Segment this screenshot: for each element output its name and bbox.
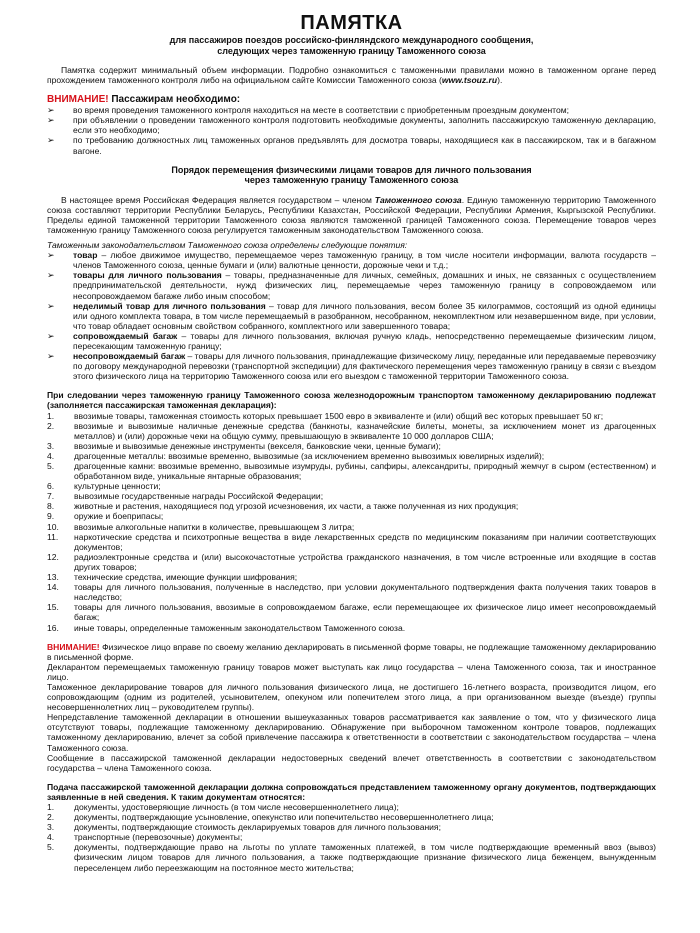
declaration-item-text: радиоэлектронные средства и (или) высокочастотные устройства гражданского назначения, в том числе встроенные или входящие в состав других товаров; [74, 551, 656, 572]
rule-text: по требованию должностных лиц таможенных органов предъявлять для досмотра товары, находящиеся как в пассажирском, так и в багажном вагоне. [73, 135, 656, 156]
rule-item [47, 105, 656, 115]
declaration-item [47, 602, 656, 622]
definition-term: товар [73, 250, 98, 261]
intro-text: Памятка содержит минимальный объем информации. Подробно ознакомиться с таможенными правилами можно в таможенном органе перед прохождением таможенного контроля либо на официальном сайте Комиссии Таможенного союза ( [47, 65, 656, 86]
document-item [47, 802, 656, 812]
item-number: 16. [47, 622, 59, 633]
item-number: 1. [47, 410, 55, 421]
attention-paragraph-text: Непредставление таможенной декларации в отношении вышеуказанных товаров рассматривается как заявление о том, что у физического лица отсутствуют товары, подлежащие таможенному декларированию. Обнаружение при выборочном таможенном контроле товаров, подлежащих таможенному декларированию, влечет за собой привлечение пассажира к ответственности в соответствии с законодательством государства – члена Таможенного союза. [47, 712, 656, 753]
declaration-item-text: драгоценные камни: ввозимые временно, вывозимые изумруды, рубины, сапфиры, александриты, природный жемчуг в сыром (естественном) и обработанном виде, уникальные янтарные образования; [74, 461, 656, 482]
attention-paragraph [47, 662, 656, 682]
declaration-item-text: драгоценные металлы: ввозимые временно, вывозимые (за исключением временно вывозимых ювелирных изделий); [74, 450, 545, 461]
declaration-item-text: ввозимые и вывозимые денежные инструменты (векселя, банковские чеки, ценные бумаги); [74, 440, 441, 451]
declaration-section-title: При следовании через таможенную границу Таможенного союза железнодорожным транспортом таможенному декларированию подлежат (заполняется пассажирская таможенная декларация): [47, 390, 656, 411]
declaration-item-text: ввозимые алкогольные напитки в количестве, превышающем 3 литра; [74, 521, 355, 532]
rule-text: при объявлении о проведении таможенного контроля подготовить необходимые документы, заполнить пассажирскую таможенную декларацию, если это необходимо; [73, 115, 656, 136]
subtitle-line-2: следующих через таможенную границу Таможенного союза [217, 45, 486, 56]
declaration-item-text: ввозимые товары, таможенная стоимость которых превышает 1500 евро в эквиваленте и (или) общий вес которых превышает 50 кг; [74, 410, 604, 421]
declaration-item-text: вывозимые государственные награды Российской Федерации; [74, 491, 324, 502]
document-item-text: транспортные (перевозочные) документы; [74, 832, 243, 843]
declaration-item [47, 421, 656, 441]
item-number: 5. [47, 461, 55, 471]
item-number: 6. [47, 481, 55, 492]
declaration-item-text: ввозимые и вывозимые наличные денежные средства (банкноты, казначейские билеты, монеты, за исключением монет из драгоценных металлов) и (или) дорожные чеки на общую сумму, превышающую в эквиваленте 10 000 долларов США; [74, 420, 656, 441]
item-number: 15. [47, 602, 59, 613]
document-item [47, 832, 656, 842]
item-number: 7. [47, 491, 55, 502]
attention-block-2 [47, 642, 656, 773]
definition-item [47, 351, 656, 381]
definition-text: – любое движимое имущество, перемещаемое через таможенную границу, в том числе носители информации, валюта государств – членов Таможенного союза, ценные бумаги и (или) валютные ценности, дорожные чеки и т.д.; [73, 250, 656, 271]
order-text-c: . Единую таможенную территорию Таможенного союза составляют территории Республики Беларусь, Республики Казахстан, Российской Федерации, Республики Армения, Кыргызской Республики. Пределы единой таможенной территории Таможенного союза являются таможенной границей Таможенного союза. Перемещение товаров через таможенную границу Таможенного союза регулируется таможенным законодательством Таможенного союза. [47, 194, 656, 235]
rule-item [47, 115, 656, 135]
attention-paragraph-text: Физическое лицо вправе по своему желанию декларировать в письменной форме товары, не подлежащие таможенному декларированию в письменной форме. [47, 641, 656, 662]
declaration-item [47, 501, 656, 511]
declaration-item [47, 511, 656, 521]
attention-text-1: Пассажирам необходимо: [108, 94, 241, 106]
intro-end: ). [497, 75, 503, 86]
arrow-bullet-icon: ➢ [47, 105, 55, 116]
order-section-title [47, 165, 656, 186]
order-text-emphasis: Таможенного союза [374, 194, 462, 205]
document-item-text: документы, подтверждающие право на льготы по уплате таможенных платежей, в том числе подтверждающие временный ввоз (вывоз) физическим лицом товаров для личного пользования, а также подтверждающие признание физического лица беженцем, вынужденным переселенцем либо переезжающим на постоянное место жительства; [74, 842, 656, 873]
declaration-item-text: животные и растения, находящиеся под угрозой исчезновения, их части, а также полученная из них продукция; [74, 501, 519, 512]
order-title-line-1: Порядок перемещения физическими лицами товаров для личного пользования [171, 164, 532, 175]
item-number: 2. [47, 812, 55, 823]
declaration-item [47, 522, 656, 532]
document-item-text: документы, подтверждающие стоимость декларируемых товаров для личного пользования; [74, 822, 441, 833]
declaration-item [47, 481, 656, 491]
definitions-intro: Таможенным законодательством Таможенного союза определены следующие понятия: [47, 240, 408, 251]
arrow-bullet-icon: ➢ [47, 135, 55, 146]
declaration-item [47, 491, 656, 501]
rule-item [47, 135, 656, 155]
order-text-a: В настоящее время Российская Федерация является государством – членом [61, 194, 375, 205]
document-item-text: документы, подтверждающие усыновление, опекунство или попечительство несовершеннолетнего лица; [74, 812, 494, 823]
document-item [47, 822, 656, 832]
arrow-bullet-icon: ➢ [47, 300, 55, 311]
attention-paragraph-text: Таможенное декларирование товаров для личного пользования физического лица, не достигшего 16-летнего возраста, производится лицом, его сопровождающим (одним из родителей, усыновителем, опекуном или попечителем этого лица, а при организованном выезде (въезде) группы несовершеннолетних лиц – руководителем группы). [47, 681, 656, 713]
document-item [47, 842, 656, 872]
item-number: 11. [47, 531, 59, 542]
declaration-item-text: иные товары, определенные таможенным законодательством Таможенного союза. [74, 622, 406, 633]
declaration-item-text: товары для личного пользования, полученные в наследство, при условии документального подтверждения факта получения таких товаров в наследство; [74, 582, 656, 603]
declaration-item-text: наркотические средства и психотропные вещества в виде лекарственных средств по медицинским показаниям при наличии соответствующих документов; [74, 531, 656, 552]
declaration-items-list [47, 411, 656, 633]
subtitle-line-1: для пассажиров поездов российско-финляндского международного сообщения, [169, 35, 534, 45]
definition-item [47, 250, 656, 270]
declaration-item [47, 532, 656, 552]
item-number: 9. [47, 511, 55, 522]
declaration-item [47, 461, 656, 481]
declaration-item [47, 623, 656, 633]
attention-paragraph [47, 712, 656, 752]
item-number: 4. [47, 832, 55, 843]
item-number: 4. [47, 450, 55, 461]
attention-paragraph [47, 753, 656, 773]
declaration-item [47, 552, 656, 572]
definition-term: неделимый товар для личного пользования [73, 300, 266, 311]
declaration-item-text: товары для личного пользования, ввозимые в сопровождаемом багаже, если перемещающее их физическое лицо имеет несопровождаемый багаж; [74, 602, 656, 623]
arrow-bullet-icon: ➢ [47, 330, 55, 341]
passenger-rules-list [47, 105, 656, 155]
attention-label-1: ВНИМАНИЕ! [47, 94, 109, 106]
declaration-item [47, 411, 656, 421]
arrow-bullet-icon: ➢ [47, 270, 55, 281]
definition-text: – товары для личного пользования, принадлежащие физическому лицу, переданные или передаваемые перевозчику по договору международной перевозки (транспортной экспедиции) для фактического перемещения через таможенную границу в связи с въездом этого физического лица на территорию Таможенного союза или его выездом с таможенной территории Таможенного союза. [73, 351, 656, 382]
definition-text: – товары для личного пользования, включая ручную кладь, непосредственно перемещаемые физическим лицом, пересекающим таможенную границу; [73, 330, 656, 351]
rule-text: во время проведения таможенного контроля находиться на месте в соответствии с приобретенным проездным документом; [73, 105, 569, 116]
item-number: 12. [47, 551, 59, 562]
document-item [47, 812, 656, 822]
document-item-text: документы, удостоверяющие личность (в том числе несовершеннолетнего лица); [74, 802, 399, 812]
item-number: 5. [47, 842, 55, 853]
declaration-item [47, 451, 656, 461]
attention-paragraph-text: Декларантом перемещаемых таможенную границу товаров может выступать как лицо государства – члена Таможенного союза, так и иностранное лицо. [47, 661, 656, 682]
attention-paragraph [47, 682, 656, 712]
attention-paragraph-text: Сообщение в пассажирской таможенной декларации недостоверных сведений влечет ответственность в соответствии с законодательством государства – члена Таможенного союза. [47, 752, 656, 773]
declaration-item-text: оружие и боеприпасы; [74, 511, 164, 522]
definition-term: товары для личного пользования [73, 270, 222, 281]
definition-item [47, 270, 656, 300]
item-number: 3. [47, 440, 55, 451]
item-number: 1. [47, 802, 55, 812]
definition-item [47, 301, 656, 331]
declaration-item-text: культурные ценности; [74, 481, 161, 492]
declaration-item-text: технические средства, имеющие функции шифрования; [74, 572, 298, 583]
order-paragraph [47, 195, 656, 235]
subtitle [47, 35, 656, 56]
item-number: 10. [47, 521, 59, 532]
arrow-bullet-icon: ➢ [47, 351, 55, 362]
declaration-item [47, 572, 656, 582]
item-number: 2. [47, 420, 55, 431]
definition-item [47, 331, 656, 351]
item-number: 14. [47, 582, 59, 593]
attention-label-2: ВНИМАНИЕ! [47, 641, 100, 652]
definitions-list [47, 250, 656, 381]
definition-term: несопровождаемый багаж [73, 351, 186, 362]
attention-heading-1 [47, 94, 656, 105]
order-title-line-2: через таможенную границу Таможенного союза [244, 175, 459, 186]
item-number: 3. [47, 822, 55, 833]
item-number: 8. [47, 501, 55, 512]
page-title: ПАМЯТКА [300, 12, 403, 34]
tsouz-link[interactable]: www.tsouz.ru [441, 75, 498, 86]
item-number: 13. [47, 572, 59, 583]
definition-text: – товары, предназначенные для личных, семейных, домашних и иных, не связанных с осуществлением предпринимательской деятельности, нужд физических лиц, перемещаемые через таможенную границу в сопровождаемом или несопровождаемом багаже либо иным способом; [73, 270, 656, 301]
definition-text: – товар для личного пользования, весом более 35 килограммов, состоящий из одной единицы или одного комплекта товара, в том числе перемещаемый в разобранном, несобранном, некомплектном или незавершенном виде, при условии, что товар обладает основным свойством собранного, комплектного или завершенного товара; [73, 300, 656, 331]
definition-term: сопровождаемый багаж [73, 330, 178, 341]
intro-paragraph [47, 65, 656, 85]
documents-section-title: Подача пассажирской таможенной декларации должна сопровождаться представлением таможенному органу документов, подтверждающих заявленные в ней сведения. К таким документам относятся: [47, 781, 656, 802]
documents-list [47, 802, 656, 873]
declaration-item [47, 441, 656, 451]
declaration-item [47, 582, 656, 602]
attention-paragraph [47, 642, 656, 662]
arrow-bullet-icon: ➢ [47, 115, 55, 126]
arrow-bullet-icon: ➢ [47, 250, 55, 261]
